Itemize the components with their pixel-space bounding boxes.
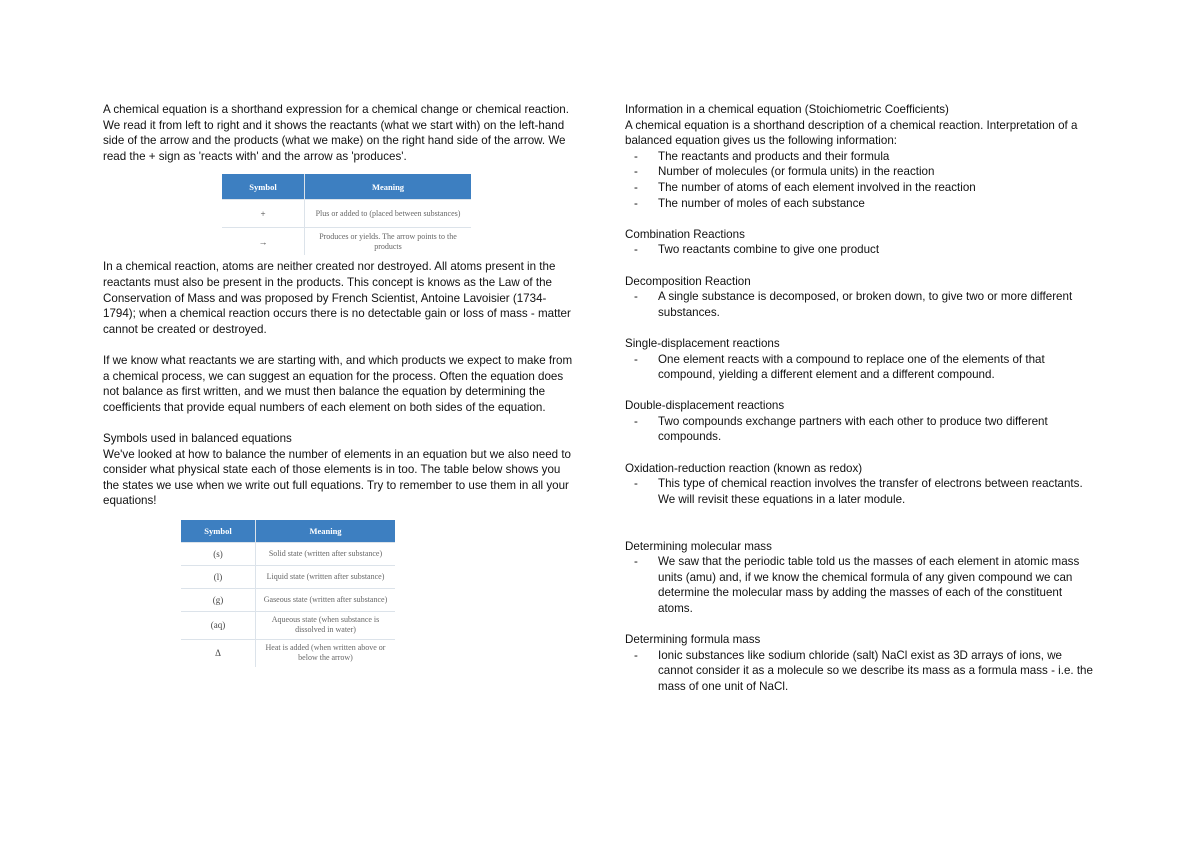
- formula-mass-list: [625, 648, 1095, 695]
- meaning-cell: Heat is added (when written above or below the arrow): [256, 639, 396, 667]
- symbol-cell: (l): [181, 565, 256, 588]
- list-item-text: One element reacts with a compound to replace one of the elements of that compound, yielding a different element and a different compound.: [658, 352, 1045, 382]
- list-item: [625, 648, 1095, 695]
- symbol-cell: (g): [181, 588, 256, 611]
- symbol-cell: +: [222, 200, 305, 228]
- list-item: [625, 414, 1095, 445]
- dash-marker: -: [634, 243, 638, 257]
- symbol-cell: →: [222, 228, 305, 256]
- balancing-paragraph: If we know what reactants we are starting with, and which products we expect to make from a chemical process, we can suggest an equation for the process. Often the equation does not balance as first written, and we must then balance the equation by determining the coefficients that provide equal numbers of each element on both sides of the equation.: [103, 353, 573, 414]
- symbol-cell: (aq): [181, 611, 256, 639]
- information-list: [625, 149, 1095, 211]
- left-column: [103, 102, 573, 667]
- table-row: [181, 611, 395, 639]
- table-header-row: [222, 174, 471, 200]
- table-row: [222, 200, 471, 228]
- list-item-text: Two compounds exchange partners with each other to produce two different compounds.: [658, 414, 1048, 444]
- symbol-header: Symbol: [222, 174, 305, 200]
- table-row: [181, 588, 395, 611]
- dash-marker: -: [634, 477, 638, 491]
- list-item: [625, 289, 1095, 320]
- list-item: [625, 164, 1095, 180]
- list-item-text: A single substance is decomposed, or broken down, to give two or more different substances.: [658, 290, 1073, 319]
- list-item-text: Number of molecules (or formula units) in the reaction: [658, 165, 935, 179]
- meaning-cell: Solid state (written after substance): [256, 542, 396, 565]
- meaning-cell: Gaseous state (written after substance): [256, 588, 396, 611]
- table-row: [181, 639, 395, 667]
- molecular-mass-list: [625, 554, 1095, 616]
- single-displacement-list: [625, 352, 1095, 383]
- meaning-header: Meaning: [256, 520, 396, 543]
- list-item-text: We saw that the periodic table told us the masses of each element in atomic mass units (amu) and, if we know the chemical formula of any given compound we can determine the molecular mass by adding the masses of each of the constituent atoms.: [658, 555, 1080, 615]
- dash-marker: -: [634, 555, 638, 569]
- symbol-header: Symbol: [181, 520, 256, 543]
- meaning-cell: Aqueous state (when substance is dissolved in water): [256, 611, 396, 639]
- single-displacement-heading: Single-displacement reactions: [625, 336, 780, 350]
- dash-marker: -: [634, 414, 638, 428]
- symbol-cell: (s): [181, 542, 256, 565]
- decomposition-heading: Decomposition Reaction: [625, 274, 751, 288]
- list-item-text: The number of atoms of each element involved in the reaction: [658, 180, 976, 194]
- list-item-text: This type of chemical reaction involves the transfer of electrons between reactants. We will revisit these equations in a later module.: [658, 477, 1083, 506]
- conservation-paragraph: In a chemical reaction, atoms are neither created nor destroyed. All atoms present in the reactants must also be present in the products. This concept is knows as the Law of the Conservation of Mass and was proposed by French Scientist, Antoine Lavoisier (1734-1794); when a chemical reaction occurs there is no detectable gain or loss of mass - matter cannot be created or destroyed.: [103, 260, 571, 336]
- dash-marker: -: [634, 648, 638, 662]
- stoichiometry-paragraph: A chemical equation is a shorthand description of a chemical reaction. Interpretation of a balanced equation gives us the following information:: [625, 118, 1078, 148]
- list-item: [625, 149, 1095, 165]
- table-row: [222, 228, 471, 256]
- dash-marker: -: [634, 165, 638, 179]
- double-displacement-heading: Double-displacement reactions: [625, 399, 785, 413]
- meaning-cell: Liquid state (written after substance): [256, 565, 396, 588]
- list-item: [625, 196, 1095, 212]
- list-item-text: Ionic substances like sodium chloride (salt) NaCl exist as 3D arrays of ions, we cannot consider it as a molecule so we describe its mass as a formula mass - i.e. the mass of one unit of NaCl.: [658, 648, 1093, 693]
- symbols-table: [222, 174, 471, 255]
- list-item: [625, 180, 1095, 196]
- list-item: [625, 554, 1095, 616]
- combination-list: [625, 242, 1095, 258]
- formula-mass-heading: Determining formula mass: [625, 633, 761, 647]
- right-column: [625, 102, 1095, 695]
- redox-list: [625, 476, 1095, 507]
- list-item-text: The reactants and products and their formula: [658, 149, 890, 163]
- dash-marker: -: [634, 149, 638, 163]
- combination-heading: Combination Reactions: [625, 227, 745, 241]
- decomposition-list: [625, 289, 1095, 320]
- list-item-text: The number of moles of each substance: [658, 196, 865, 210]
- symbol-cell: Δ: [181, 639, 256, 667]
- states-table: [181, 520, 395, 667]
- list-item: [625, 476, 1095, 507]
- molecular-mass-heading: Determining molecular mass: [625, 539, 772, 553]
- meaning-header: Meaning: [305, 174, 472, 200]
- meaning-cell: Plus or added to (placed between substances): [305, 200, 472, 228]
- double-displacement-list: [625, 414, 1095, 445]
- list-item: [625, 242, 1095, 258]
- dash-marker: -: [634, 196, 638, 210]
- redox-heading: Oxidation-reduction reaction (known as redox): [625, 461, 863, 475]
- stoichiometry-heading: Information in a chemical equation (Stoichiometric Coefficients): [625, 103, 949, 116]
- list-item-text: Two reactants combine to give one product: [658, 243, 880, 257]
- symbols-heading: Symbols used in balanced equations: [103, 431, 292, 445]
- table-row: [181, 542, 395, 565]
- dash-marker: -: [634, 290, 638, 304]
- table-row: [181, 565, 395, 588]
- table-header-row: [181, 520, 395, 543]
- meaning-cell: Produces or yields. The arrow points to the products: [305, 228, 472, 256]
- dash-marker: -: [634, 180, 638, 194]
- states-paragraph: We've looked at how to balance the number of elements in an equation but we also need to consider what physical state each of those elements is in too. The table below shows you the states we use when we write out full equations. Try to remember to use them in all your equations!: [103, 447, 571, 508]
- list-item: [625, 352, 1095, 383]
- dash-marker: -: [634, 352, 638, 366]
- intro-paragraph: A chemical equation is a shorthand expression for a chemical change or chemical reaction. We read it from left to right and it shows the reactants (what we start with) on the left-hand side of the arrow and the products (what we make) on the right hand side of the arrow. We read the + sign as 'reacts with' and the arrow as 'produces'.: [103, 103, 569, 163]
